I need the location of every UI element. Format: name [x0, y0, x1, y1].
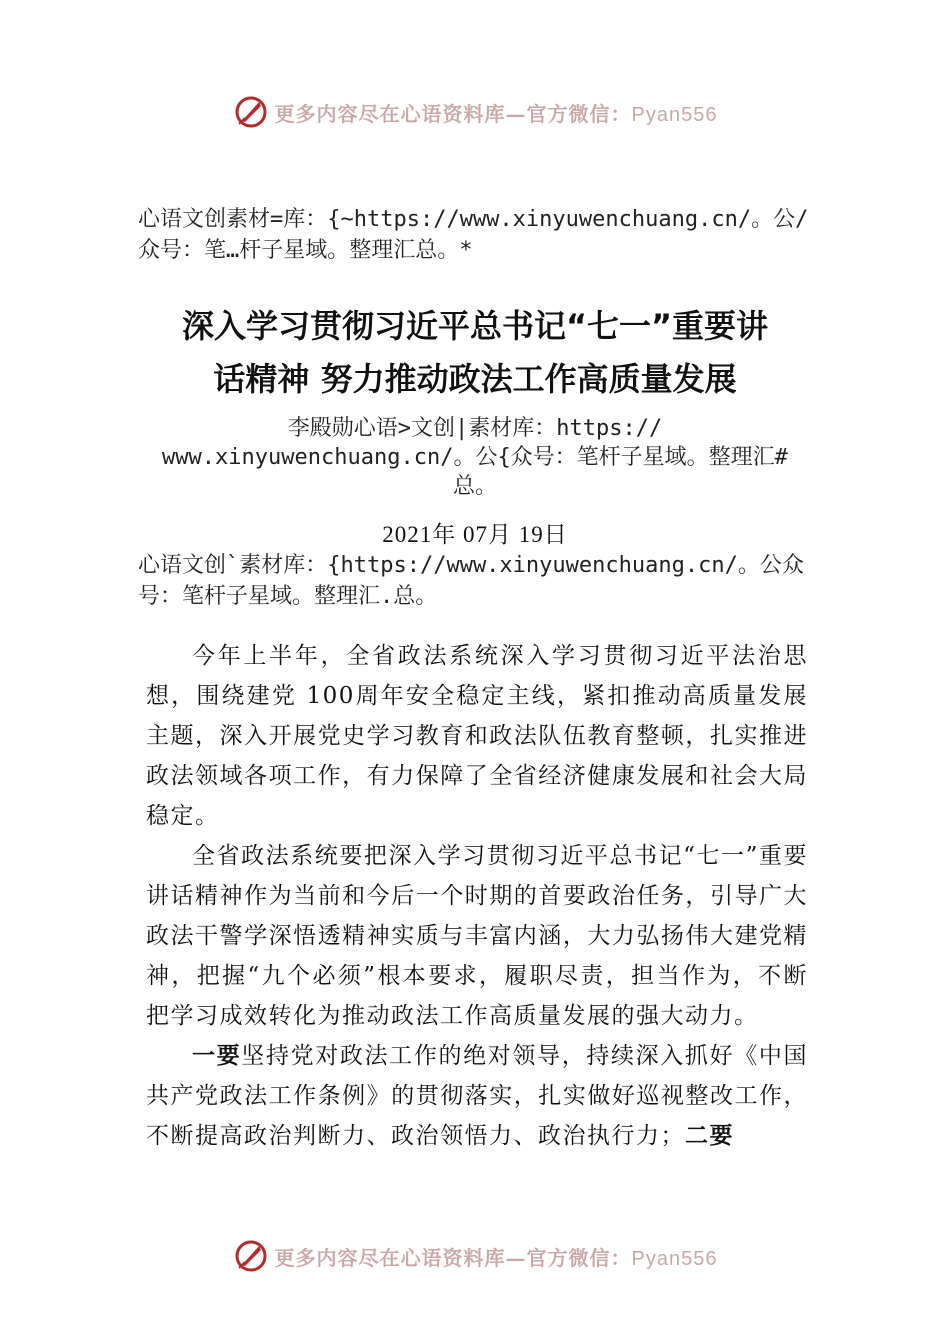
quill-circle-icon [233, 1238, 269, 1274]
article-body [146, 636, 808, 1156]
byline-line-3: 总。 [452, 474, 497, 499]
paragraph-3 [146, 1036, 808, 1156]
paragraph-3-lead: 一要 [192, 1043, 242, 1069]
article-title [120, 300, 830, 406]
watermark-banner-top [0, 92, 950, 132]
watermark-text [275, 98, 718, 127]
title-line-1: 深入学习贯彻习近平总书记“七一”重要讲 [181, 307, 769, 345]
source-note-middle: 心语文创`素材库：{https://www.xinyuwenchuang.cn/。公众号：笔杆子星域。整理汇.总。 [138, 553, 804, 609]
watermark-label: 更多内容尽在心语资料库—官方微信： [274, 101, 632, 126]
watermark-banner-bottom [0, 1236, 950, 1276]
watermark-text [275, 1242, 718, 1271]
byline-line-2: www.xinyuwenchuang.cn/。公{众号：笔杆子星域。整理汇# [162, 445, 788, 470]
paragraph-1: 今年上半年，全省政法系统深入学习贯彻习近平法治思想，围绕建党 100周年安全稳定主线，紧扣推动高质量发展主题，深入开展党史学习教育和政法队伍教育整顿，扎实推进政法领域各项工作，有力保障了全省经济健康发展和社会大局稳定。 [146, 643, 808, 829]
byline [120, 414, 830, 501]
title-line-2: 话精神 努力推动政法工作高质量发展 [213, 360, 737, 398]
watermark-handle: Pyan556 [631, 103, 718, 126]
paragraph-3-text: 坚持党对政法工作的绝对领导，持续深入抓好《中国共产党政法工作条例》的贯彻落实，扎实做好巡视整改工作，不断提高政治判断力、政治领悟力、政治执行力； [146, 1043, 809, 1149]
watermark-label: 更多内容尽在心语资料库—官方微信： [274, 1245, 632, 1270]
paragraph-3-tail: 二要 [685, 1123, 734, 1149]
article-date: 2021年 07月 19日 [382, 522, 568, 547]
byline-line-1: 李殿勋心语>文创|素材库：https:// [287, 416, 663, 441]
quill-circle-icon [233, 94, 269, 130]
watermark-handle: Pyan556 [631, 1247, 718, 1270]
paragraph-2: 全省政法系统要把深入学习贯彻习近平总书记“七一”重要讲话精神作为当前和今后一个时期的首要政治任务，引导广大政法干警学深悟透精神实质与丰富内涵，大力弘扬伟大建党精神，把握“九个必须”根本要求，履职尽责，担当作为，不断把学习成效转化为推动政法工作高质量发展的强大动力。 [146, 843, 808, 1029]
source-note-top: 心语文创素材=库：{~https://www.xinyuwenchuang.cn/。公/众号：笔…杆子星域。整理汇总。* [138, 207, 809, 263]
